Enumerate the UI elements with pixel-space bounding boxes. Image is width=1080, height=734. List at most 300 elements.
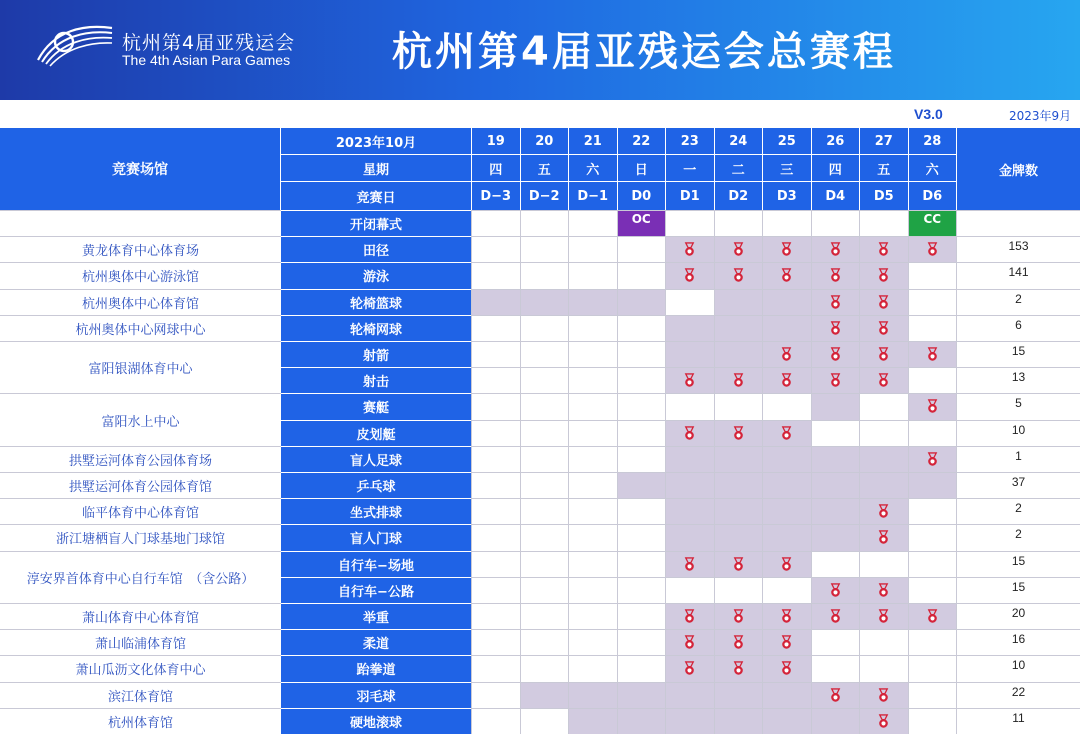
schedule-cell <box>811 393 860 419</box>
gold-medal-count: 2 <box>956 498 1080 524</box>
schedule-cell <box>617 655 666 681</box>
schedule-cell <box>617 236 666 262</box>
schedule-cell <box>859 524 908 550</box>
medal-icon <box>876 242 891 257</box>
sport-name: 射击 <box>281 367 471 393</box>
day-date: 22 <box>617 128 666 155</box>
schedule-cell <box>665 524 714 550</box>
day-date: 27 <box>859 128 908 155</box>
schedule-cell <box>471 655 520 681</box>
schedule-cell <box>568 367 617 393</box>
schedule-cell <box>520 393 569 419</box>
venue-name: 萧山体育中心体育馆 <box>0 603 281 629</box>
schedule-cell <box>471 341 520 367</box>
schedule-cell <box>471 210 520 236</box>
medal-icon <box>876 714 891 729</box>
schedule-cell <box>762 524 811 550</box>
day-date: 19 <box>471 128 520 155</box>
schedule-cell <box>568 446 617 472</box>
schedule-cell <box>617 472 666 498</box>
weekday-label: 星期 <box>281 155 471 182</box>
schedule-cell <box>859 289 908 315</box>
gold-medal-count: 2 <box>956 524 1080 550</box>
schedule-cell <box>665 262 714 288</box>
schedule-cell <box>471 472 520 498</box>
gold-medal-count: 16 <box>956 629 1080 655</box>
schedule-cell <box>714 262 763 288</box>
schedule-cell <box>471 289 520 315</box>
schedule-cell <box>908 577 957 603</box>
medal-icon <box>876 295 891 310</box>
schedule-cell <box>617 446 666 472</box>
medal-icon <box>731 635 746 650</box>
day-weekday: 日 <box>617 155 666 182</box>
schedule-cell <box>665 367 714 393</box>
schedule-cell <box>762 603 811 629</box>
schedule-cell <box>568 289 617 315</box>
day-date: 28 <box>908 128 957 155</box>
schedule-cell <box>568 315 617 341</box>
schedule-cell <box>665 472 714 498</box>
schedule-cell <box>714 236 763 262</box>
day-date: 21 <box>568 128 617 155</box>
schedule-cell <box>568 472 617 498</box>
schedule-cell <box>908 629 957 655</box>
day-code: D3 <box>762 182 811 210</box>
medal-icon <box>925 609 940 624</box>
venue-name: 淳安界首体育中心自行车馆 （含公路） <box>0 551 281 603</box>
schedule-cell <box>520 708 569 734</box>
schedule-cell <box>859 577 908 603</box>
medal-icon <box>731 609 746 624</box>
schedule-cell <box>714 498 763 524</box>
schedule-cell <box>471 236 520 262</box>
schedule-cell <box>520 289 569 315</box>
day-weekday: 六 <box>568 155 617 182</box>
schedule-cell <box>762 393 811 419</box>
schedule-cell <box>714 629 763 655</box>
venue-name: 杭州体育馆 <box>0 708 281 734</box>
schedule-cell <box>665 682 714 708</box>
schedule-cell <box>471 367 520 393</box>
schedule-cell <box>762 420 811 446</box>
schedule-cell <box>762 708 811 734</box>
schedule-cell <box>568 393 617 419</box>
schedule-cell <box>665 393 714 419</box>
sport-name: 柔道 <box>281 629 471 655</box>
schedule-cell <box>520 315 569 341</box>
medal-icon <box>779 557 794 572</box>
gold-medal-count: 10 <box>956 655 1080 681</box>
day-weekday: 五 <box>859 155 908 182</box>
medal-icon <box>876 504 891 519</box>
schedule-cell <box>714 682 763 708</box>
day-code: D5 <box>859 182 908 210</box>
medal-icon <box>682 609 697 624</box>
venue-name: 杭州奥体中心体育馆 <box>0 289 281 315</box>
schedule-cell <box>811 315 860 341</box>
venue-name: 滨江体育馆 <box>0 682 281 708</box>
schedule-cell <box>665 315 714 341</box>
schedule-cell <box>811 210 860 236</box>
schedule-cell <box>520 446 569 472</box>
schedule-cell <box>859 393 908 419</box>
schedule-cell <box>762 551 811 577</box>
competition-day-label: 竞赛日 <box>281 182 471 210</box>
schedule-cell <box>762 315 811 341</box>
schedule-cell <box>762 655 811 681</box>
day-code: D6 <box>908 182 957 210</box>
venue-name: 拱墅运河体育公园体育馆 <box>0 472 281 498</box>
medal-icon <box>682 242 697 257</box>
schedule-cell <box>859 708 908 734</box>
medal-icon <box>876 321 891 336</box>
medal-icon <box>828 583 843 598</box>
schedule-cell <box>617 262 666 288</box>
medal-icon <box>876 373 891 388</box>
venue-name: 黄龙体育中心体育场 <box>0 236 281 262</box>
sport-name: 游泳 <box>281 262 471 288</box>
schedule-cell <box>520 551 569 577</box>
gold-medal-count: 5 <box>956 393 1080 419</box>
schedule-cell <box>714 289 763 315</box>
schedule-cell <box>859 655 908 681</box>
venue-name: 浙江塘栖盲人门球基地门球馆 <box>0 524 281 550</box>
medal-icon <box>828 609 843 624</box>
schedule-cell <box>471 629 520 655</box>
version-label: V3.0 <box>914 106 943 122</box>
schedule-cell <box>908 655 957 681</box>
medal-icon <box>779 373 794 388</box>
schedule-cell <box>471 708 520 734</box>
schedule-cell <box>471 315 520 341</box>
schedule-cell <box>908 262 957 288</box>
schedule-cell <box>811 603 860 629</box>
day-date: 23 <box>665 128 714 155</box>
sport-name: 坐式排球 <box>281 498 471 524</box>
schedule-cell <box>811 629 860 655</box>
schedule-cell <box>811 236 860 262</box>
schedule-cell <box>617 420 666 446</box>
schedule-cell <box>714 603 763 629</box>
schedule-cell <box>568 551 617 577</box>
day-code: D−1 <box>568 182 617 210</box>
schedule-cell <box>617 708 666 734</box>
gold-medal-header: 金牌数 <box>956 128 1080 210</box>
medal-icon <box>682 635 697 650</box>
medal-icon <box>682 268 697 283</box>
opening-ceremony-badge: OC <box>617 210 666 236</box>
schedule-cell <box>714 367 763 393</box>
schedule-cell <box>714 393 763 419</box>
schedule-cell <box>665 289 714 315</box>
schedule-cell <box>665 577 714 603</box>
day-weekday: 一 <box>665 155 714 182</box>
schedule-cell <box>908 420 957 446</box>
gold-medal-count: 10 <box>956 420 1080 446</box>
sport-name: 乒乓球 <box>281 472 471 498</box>
schedule-cell <box>811 262 860 288</box>
schedule-cell <box>520 655 569 681</box>
medal-icon <box>779 242 794 257</box>
gold-medal-count: 15 <box>956 577 1080 603</box>
schedule-cell <box>471 262 520 288</box>
gold-medal-count: 1 <box>956 446 1080 472</box>
schedule-cell <box>520 629 569 655</box>
schedule-cell <box>471 577 520 603</box>
medal-icon <box>779 635 794 650</box>
schedule-cell <box>908 498 957 524</box>
sport-name: 自行车−公路 <box>281 577 471 603</box>
schedule-cell <box>665 210 714 236</box>
schedule-cell <box>568 577 617 603</box>
schedule-cell <box>617 603 666 629</box>
medal-icon <box>779 347 794 362</box>
schedule-cell <box>762 341 811 367</box>
schedule-cell <box>762 446 811 472</box>
schedule-cell <box>714 420 763 446</box>
schedule-cell <box>665 655 714 681</box>
venue-name: 杭州奥体中心游泳馆 <box>0 262 281 288</box>
logo-english-name: The 4th Asian Para Games <box>122 52 291 68</box>
month-label: 2023年10月 <box>281 128 471 155</box>
schedule-cell <box>520 341 569 367</box>
schedule-cell <box>908 236 957 262</box>
schedule-cell <box>714 708 763 734</box>
schedule-cell <box>568 603 617 629</box>
medal-icon <box>876 688 891 703</box>
schedule-cell <box>520 577 569 603</box>
schedule-cell <box>568 498 617 524</box>
medal-icon <box>828 688 843 703</box>
sport-name: 轮椅篮球 <box>281 289 471 315</box>
medal-icon <box>682 557 697 572</box>
schedule-cell <box>908 708 957 734</box>
schedule-cell <box>908 524 957 550</box>
venue-name: 富阳银湖体育中心 <box>0 341 281 393</box>
schedule-cell <box>471 498 520 524</box>
day-weekday: 五 <box>520 155 569 182</box>
schedule-cell <box>811 577 860 603</box>
schedule-cell <box>714 341 763 367</box>
schedule-cell <box>811 472 860 498</box>
day-weekday: 六 <box>908 155 957 182</box>
schedule-cell <box>665 498 714 524</box>
gold-medal-count: 37 <box>956 472 1080 498</box>
sport-name: 射箭 <box>281 341 471 367</box>
schedule-cell <box>520 472 569 498</box>
venue-name: 萧山临浦体育馆 <box>0 629 281 655</box>
schedule-cell <box>520 236 569 262</box>
sport-name: 硬地滚球 <box>281 708 471 734</box>
schedule-cell <box>762 498 811 524</box>
medal-icon <box>828 268 843 283</box>
schedule-cell <box>908 682 957 708</box>
schedule-cell <box>811 498 860 524</box>
gold-medal-count <box>956 210 1080 236</box>
sport-name: 举重 <box>281 603 471 629</box>
schedule-cell <box>665 551 714 577</box>
schedule-cell <box>859 236 908 262</box>
schedule-cell <box>762 289 811 315</box>
medal-icon <box>876 609 891 624</box>
medal-icon <box>828 373 843 388</box>
schedule-cell <box>762 577 811 603</box>
schedule-cell <box>859 315 908 341</box>
schedule-cell <box>471 603 520 629</box>
schedule-cell <box>568 682 617 708</box>
sport-name: 田径 <box>281 236 471 262</box>
venue-name: 拱墅运河体育公园体育场 <box>0 446 281 472</box>
logo-chinese-name: 杭州第4届亚残运会 <box>122 32 296 54</box>
venue-name: 杭州奥体中心网球中心 <box>0 315 281 341</box>
schedule-cell <box>762 472 811 498</box>
sport-name: 赛艇 <box>281 393 471 419</box>
schedule-cell <box>568 420 617 446</box>
medal-icon <box>731 268 746 283</box>
schedule-cell <box>908 341 957 367</box>
schedule-cell <box>471 393 520 419</box>
schedule-cell <box>520 682 569 708</box>
venue-name: 富阳水上中心 <box>0 393 281 445</box>
day-date: 26 <box>811 128 860 155</box>
schedule-cell <box>908 393 957 419</box>
closing-ceremony-badge: CC <box>908 210 957 236</box>
schedule-cell <box>568 210 617 236</box>
schedule-cell <box>568 262 617 288</box>
venue-name: 临平体育中心体育馆 <box>0 498 281 524</box>
schedule-cell <box>617 629 666 655</box>
medal-icon <box>876 583 891 598</box>
schedule-cell <box>908 551 957 577</box>
schedule-cell <box>908 472 957 498</box>
day-code: D−2 <box>520 182 569 210</box>
gold-medal-count: 2 <box>956 289 1080 315</box>
schedule-cell <box>714 210 763 236</box>
medal-icon <box>682 426 697 441</box>
sport-name: 轮椅网球 <box>281 315 471 341</box>
schedule-cell <box>714 446 763 472</box>
medal-icon <box>731 661 746 676</box>
schedule-cell <box>859 420 908 446</box>
gold-medal-count: 11 <box>956 708 1080 734</box>
schedule-cell <box>520 367 569 393</box>
schedule-cell <box>617 341 666 367</box>
schedule-cell <box>908 446 957 472</box>
day-code: D4 <box>811 182 860 210</box>
schedule-cell <box>617 367 666 393</box>
schedule-cell <box>714 577 763 603</box>
schedule-cell <box>859 367 908 393</box>
gold-medal-count: 22 <box>956 682 1080 708</box>
schedule-cell <box>859 472 908 498</box>
day-date: 20 <box>520 128 569 155</box>
schedule-cell <box>714 655 763 681</box>
medal-icon <box>876 268 891 283</box>
schedule-cell <box>471 524 520 550</box>
schedule-cell <box>471 551 520 577</box>
schedule-cell <box>520 524 569 550</box>
medal-icon <box>828 321 843 336</box>
medal-icon <box>731 242 746 257</box>
gold-medal-count: 6 <box>956 315 1080 341</box>
schedule-cell <box>568 236 617 262</box>
schedule-cell <box>762 262 811 288</box>
schedule-cell <box>811 682 860 708</box>
schedule-cell <box>665 629 714 655</box>
venue-column-header: 竞赛场馆 <box>0 128 281 210</box>
gold-medal-count: 141 <box>956 262 1080 288</box>
schedule-cell <box>568 341 617 367</box>
date-label: 2023年9月 <box>1009 109 1072 123</box>
schedule-cell <box>520 420 569 446</box>
day-weekday: 四 <box>811 155 860 182</box>
schedule-cell <box>520 603 569 629</box>
schedule-cell <box>665 446 714 472</box>
schedule-cell <box>762 210 811 236</box>
schedule-cell <box>617 551 666 577</box>
schedule-cell <box>859 262 908 288</box>
schedule-cell <box>811 341 860 367</box>
medal-icon <box>828 295 843 310</box>
sport-name: 盲人足球 <box>281 446 471 472</box>
medal-icon <box>779 426 794 441</box>
schedule-cell <box>520 498 569 524</box>
medal-icon <box>828 242 843 257</box>
schedule-cell <box>714 315 763 341</box>
schedule-cell <box>859 341 908 367</box>
gold-medal-count: 153 <box>956 236 1080 262</box>
schedule-cell <box>617 289 666 315</box>
schedule-cell <box>811 551 860 577</box>
schedule-cell <box>811 420 860 446</box>
medal-icon <box>731 373 746 388</box>
day-date: 24 <box>714 128 763 155</box>
schedule-cell <box>714 551 763 577</box>
schedule-cell <box>908 367 957 393</box>
schedule-cell <box>859 446 908 472</box>
schedule-cell <box>859 551 908 577</box>
schedule-cell <box>859 498 908 524</box>
schedule-cell <box>617 393 666 419</box>
sport-name: 自行车−场地 <box>281 551 471 577</box>
medal-icon <box>876 530 891 545</box>
gold-medal-count: 20 <box>956 603 1080 629</box>
medal-icon <box>925 347 940 362</box>
schedule-cell <box>859 603 908 629</box>
schedule-cell <box>568 629 617 655</box>
schedule-cell <box>811 524 860 550</box>
medal-icon <box>779 268 794 283</box>
schedule-cell <box>908 603 957 629</box>
schedule-cell <box>714 472 763 498</box>
schedule-cell <box>471 420 520 446</box>
schedule-cell <box>665 236 714 262</box>
schedule-cell <box>859 682 908 708</box>
medal-icon <box>731 426 746 441</box>
schedule-cell <box>471 682 520 708</box>
schedule-cell <box>617 524 666 550</box>
schedule-cell <box>617 498 666 524</box>
schedule-cell <box>859 629 908 655</box>
schedule-cell <box>811 367 860 393</box>
schedule-cell <box>617 577 666 603</box>
schedule-cell <box>908 315 957 341</box>
schedule-cell <box>762 236 811 262</box>
schedule-cell <box>859 210 908 236</box>
medal-icon <box>682 373 697 388</box>
schedule-cell <box>762 682 811 708</box>
